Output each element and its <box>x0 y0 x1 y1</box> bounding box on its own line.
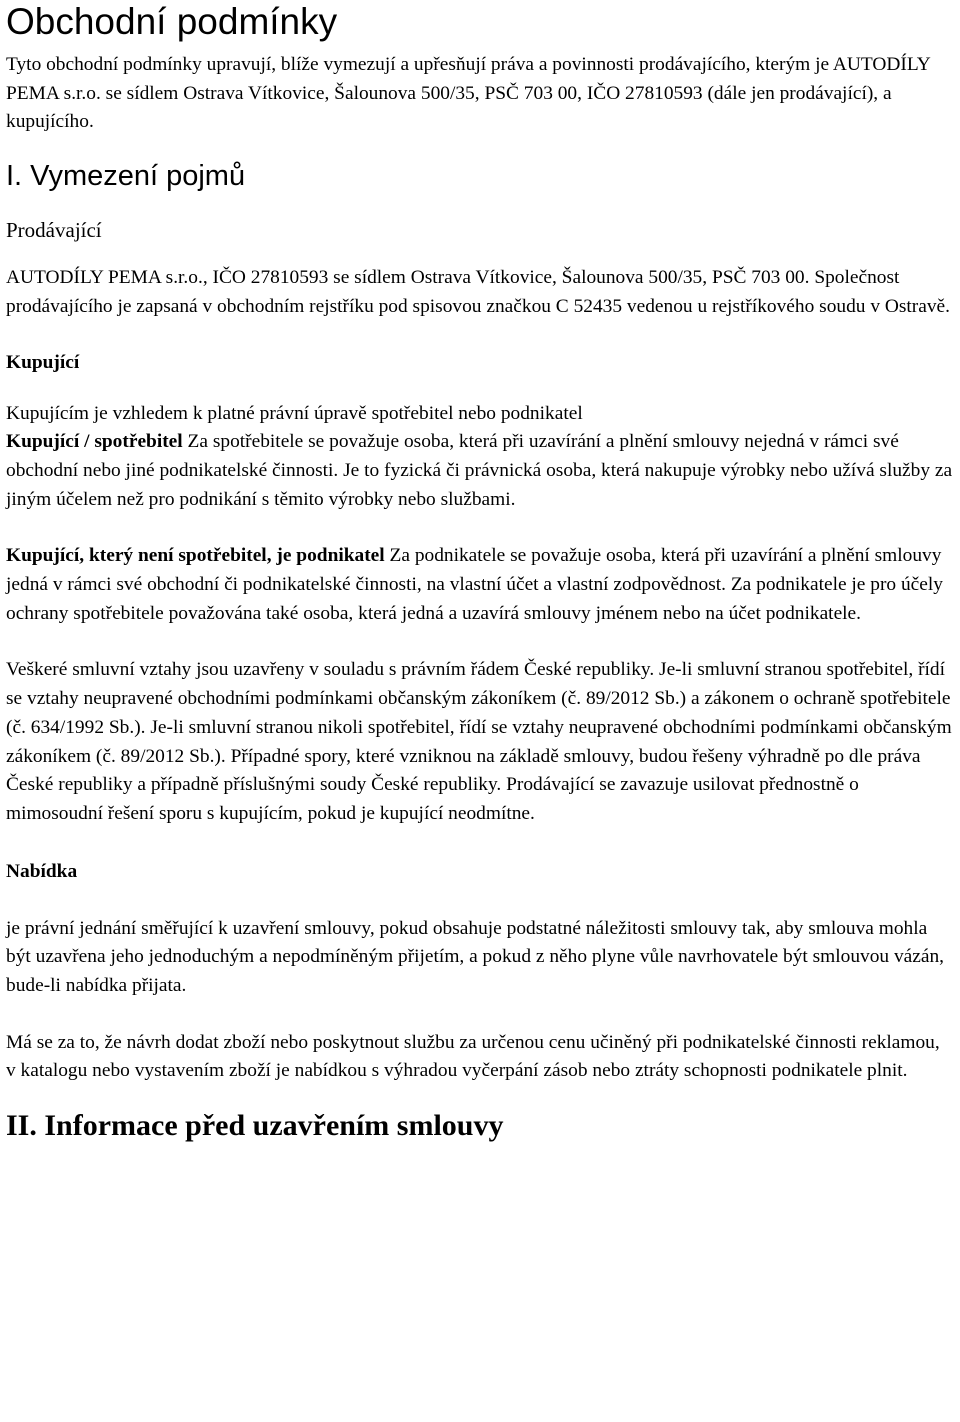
offer-note-paragraph: Má se za to, že návrh dodat zboží nebo poskytnout službu za určenou cenu učiněný při podnikatelské činnosti reklamou, v katalogu nebo vystavením zboží je nabídkou s výhradou vyčerpání zásob nebo ztráty schopnosti podnikatele plnit. <box>6 1031 940 1082</box>
buyer-consumer-paragraph <box>6 428 954 514</box>
buyer-consumer-text: Za spotřebitele se považuje osoba, která při uzavírání a plnění smlouvy nejedná v rámci své obchodní nebo jiné podnikatelské činnosti. Je to fyzická či právnická osoba, která nakupuje výrobky nebo užívá služby za jiným účelem než pro podnikání s těmito výrobky nebo službami. <box>6 431 953 510</box>
intro-paragraph: Tyto obchodní podmínky upravují, blíže vymezují a upřesňují práva a povinnosti prodávajícího, kterým je AUTODÍLY PEMA s.r.o. se sídlem Ostrava Vítkovice, Šalounova 500/35, PSČ 703 00, IČO 27810593 (dále jen prodávající), a kupujícího. <box>6 54 931 133</box>
buyer-business-text: Za podnikatele se považuje osoba, která při uzavírání a plnění smlouvy jedná v rámci své obchodní či podnikatelské činnosti, na vlastní účet a vlastní zodpovědnost. Za podnikatele je pro účely ochrany spotřebitele považována také osoba, která jedná a uzavírá smlouvy jménem nebo na účet podnikatele. <box>6 545 943 624</box>
buyer-business-paragraph <box>6 542 954 628</box>
buyer-consumer-label: Kupující / spotřebitel <box>6 431 183 453</box>
buyer-heading: Kupující <box>6 351 80 373</box>
section-1-heading: I. Vymezení pojmů <box>6 160 246 193</box>
seller-heading: Prodávající <box>6 218 102 243</box>
seller-paragraph: AUTODÍLY PEMA s.r.o., IČO 27810593 se sídlem Ostrava Vítkovice, Šalounova 500/35, PSČ 703 00. Společnost prodávajícího je zapsaná v obchodním rejstříku pod spisovou značkou C 52435 vedenou u rejstříkového soudu v Ostravě. <box>6 267 951 317</box>
buyer-intro-line: Kupujícím je vzhledem k platné právní úpravě spotřebitel nebo podnikatel <box>6 402 583 424</box>
legal-paragraph: Veškeré smluvní vztahy jsou uzavřeny v souladu s právním řádem České republiky. Je-li smluvní stranou spotřebitel, řídí se vztahy neupravené obchodními podmínkami občanským zákoníkem (č. 89/2012 Sb.) a zákonem o ochraně spotřebitele (č. 634/1992 Sb.). Je-li smluvní stranou nikoli spotřebitel, řídí se vztahy neupravené obchodními podmínkami občanským zákoníkem (č. 89/2012 Sb.). Případné spory, které vzniknou na základě smlouvy, budou řešeny výhradně po dle práva České republiky a případně příslušnými soudy České republiky. Prodávající se zavazuje usilovat přednostně o mimosoudní řešení sporu s kupujícím, pokud je kupující neodmítne. <box>6 659 952 824</box>
offer-heading: Nabídka <box>6 860 78 882</box>
buyer-business-label: Kupující, který není spotřebitel, je podnikatel <box>6 545 385 567</box>
page-title: Obchodní podmínky <box>6 1 338 42</box>
offer-paragraph: je právní jednání směřující k uzavření smlouvy, pokud obsahuje podstatné náležitosti smlouvy tak, aby smlouva mohla být uzavřena jeho jednoduchým a nepodmíněným přijetím, a pokud z něho plyne vůle navrhovatele být smlouvou vázán, bude-li nabídka přijata. <box>6 917 945 997</box>
section-2-heading: II. Informace před uzavřením smlouvy <box>6 1109 504 1143</box>
